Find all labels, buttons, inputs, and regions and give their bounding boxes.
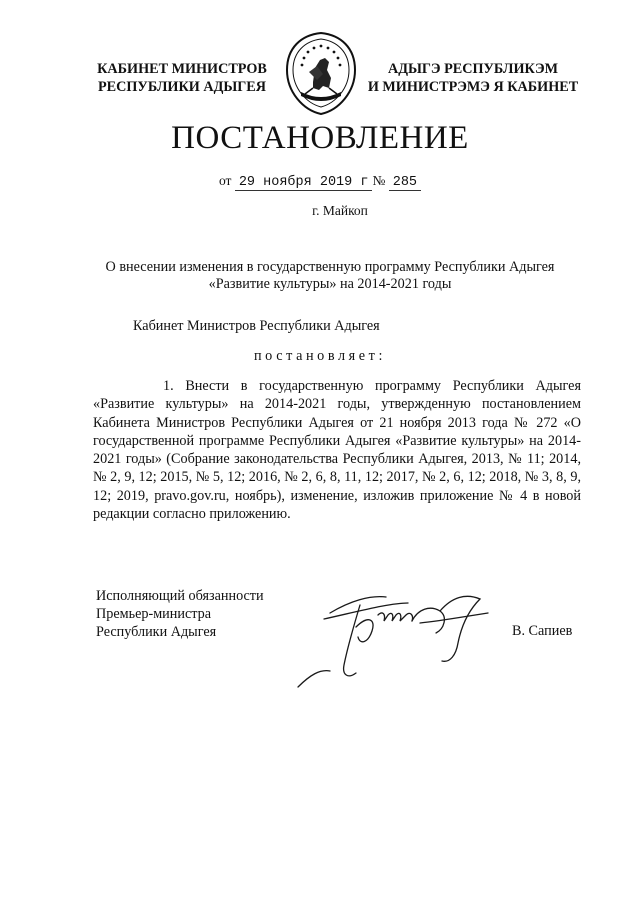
header-left-line2: РЕСПУБЛИКИ АДЫГЕЯ <box>98 79 266 95</box>
cabinet-line: Кабинет Министров Республики Адыгея <box>133 318 380 334</box>
handwritten-signature-icon <box>290 575 520 690</box>
signer-name: В. Сапиев <box>512 623 573 639</box>
date-number-line <box>0 173 640 190</box>
date-prefix: от <box>218 173 232 188</box>
subject-line1: О внесении изменения в государственную программу Республики Адыгея <box>105 259 555 275</box>
number-label: № <box>372 173 386 188</box>
document-title: ПОСТАНОВЛЕНИЕ <box>171 120 469 156</box>
signatory-line1: Исполняющий обязанности <box>96 588 264 604</box>
signatory-line3: Республики Адыгея <box>96 624 217 640</box>
signatory-line2: Премьер-министра <box>96 606 212 622</box>
header-right <box>363 60 583 96</box>
header-right-line2: И МИНИСТРЭМЭ Я КАБИНЕТ <box>367 79 579 95</box>
resolves-heading: постановляет: <box>253 348 387 364</box>
coat-of-arms-icon <box>283 30 359 116</box>
header-left-line1: КАБИНЕТ МИНИСТРОВ <box>97 61 267 77</box>
date-value: 29 ноября 2019 г <box>235 175 373 191</box>
header-left <box>92 60 272 96</box>
subject-line2: «Развитие культуры» на 2014-2021 годы <box>208 276 452 292</box>
city: г. Майкоп <box>312 203 368 218</box>
subject <box>60 259 600 293</box>
body-paragraph: 1. Внести в государственную программу Республики Адыгея «Развитие культуры» на 2014-2021 годы, утвержденную постановлением Кабинета Министров Республики Адыгея от 21 ноября 2013 года № 272 «О государственной программе Республики Адыгея «Развитие культуры» на 2014-2021 годы» (Собрание законодательства Республики Адыгея, 2013, № 11; 2014, № 2, 9, 12; 2015, № 5, 12; 2016, № 2, 6, 8, 11, 12; 2017, № 2, 6, 12; 2018, № 3, 8, 9, 12; 2019, pravo.gov.ru, ноябрь), изменение, изложив приложение № 4 в новой редакции согласно приложению. <box>93 378 581 523</box>
header-right-line1: АДЫГЭ РЕСПУБЛИКЭМ <box>387 61 559 77</box>
signatory-position <box>96 587 264 641</box>
number-value: 285 <box>389 175 421 191</box>
